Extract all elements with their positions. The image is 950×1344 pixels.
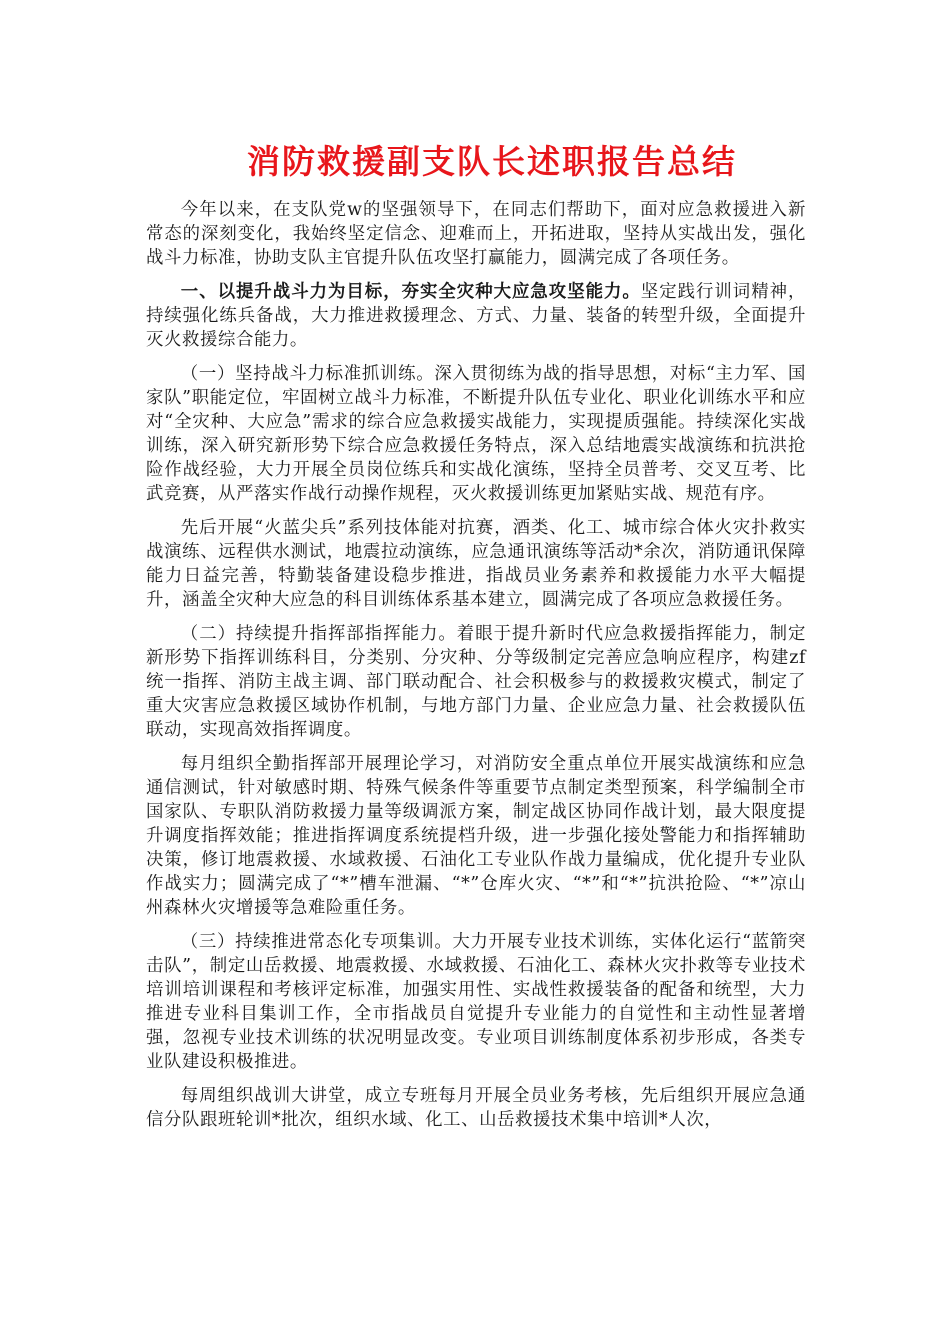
paragraph-7 — [146, 930, 806, 1074]
document-title: 消防救援副支队长述职报告总结 — [247, 142, 737, 181]
paragraph-1 — [146, 198, 806, 270]
paragraph-6 — [146, 752, 806, 920]
paragraph-text: 今年以来，在支队党w的坚强领导下，在同志们帮助下，面对应急救援进入新常态的深刻变化，我始终坚定信念、迎难而上，开拓进取，坚持从实战出发，强化战斗力标准，协助支队主官提升队伍攻坚打赢能力，圆满完成了各项任务。 — [146, 200, 806, 268]
paragraph-text: 先后开展“火蓝尖兵”系列技体能对抗赛，酒类、化工、城市综合体火灾扑救实战演练、远程供水测试，地震拉动演练，应急通讯演练等活动*余次，消防通讯保障能力日益完善，特勤装备建设稳步推进，指战员业务素养和救援能力水平大幅提升，涵盖全灾种大应急的科目训练体系基本建立，圆满完成了各项应急救援任务。 — [146, 518, 806, 610]
paragraph-text: （二）持续提升指挥部指挥能力。着眼于提升新时代应急救援指挥能力，制定新形势下指挥训练科目，分类别、分灾种、分等级制定完善应急响应程序，构建zf统一指挥、消防主战主调、部门联动配合、社会积极参与的救援救灾模式，制定了重大灾害应急救援区域协作机制，与地方部门力量、企业应急力量、社会救援队伍联动，实现高效指挥调度。 — [146, 624, 806, 740]
paragraph-2 — [146, 280, 806, 352]
paragraph-5 — [146, 622, 806, 742]
paragraph-lead: 一、以提升战斗力为目标，夯实全灾种大应急攻坚能力。 — [180, 282, 641, 302]
paragraph-text: （一）坚持战斗力标准抓训练。深入贯彻练为战的指导思想，对标“主力军、国家队”职能定位，牢固树立战斗力标准，不断提升队伍专业化、职业化训练水平和应对“全灾种、大应急”需求的综合应急救援实战能力，实现提质强能。持续深化实战训练，深入研究新形势下综合应急救援任务特点，深入总结地震实战演练和抗洪抢险作战经验，大力开展全员岗位练兵和实战化演练，坚持全员普考、交叉互考、比武竞赛，从严落实作战行动操作规程，灭火救援训练更加紧贴实战、规范有序。 — [146, 364, 806, 504]
paragraph-4 — [146, 516, 806, 612]
paragraph-8 — [146, 1084, 806, 1132]
paragraph-text: 坚定践行训词精神，持续强化练兵备战，大力推进救援理念、方式、力量、装备的转型升级，全面提升灭火救援综合能力。 — [146, 282, 806, 350]
document-page — [146, 130, 806, 1142]
paragraph-text: （三）持续推进常态化专项集训。大力开展专业技术训练，实体化运行“蓝箭突击队”，制定山岳救援、地震救援、水域救援、石油化工、森林火灾扑救等专业技术培训培训课程和考核评定标准，加强实用性、实战性救援装备的配备和统型，大力推进专业科目集训工作，全市指战员自觉提升专业能力的自觉性和主动性显著增强，忽视专业技术训练的状况明显改变。专业项目训练制度体系初步形成，各类专业队建设积极推进。 — [146, 932, 806, 1072]
paragraph-text: 每月组织全勤指挥部开展理论学习，对消防安全重点单位开展实战演练和应急通信测试，针对敏感时期、特殊气候条件等重要节点制定类型预案，科学编制全市国家队、专职队消防救援力量等级调派方案，制定战区协同作战计划，最大限度提升调度指挥效能；推进指挥调度系统提档升级，进一步强化接处警能力和指挥辅助决策，修订地震救援、水域救援、石油化工专业队作战力量编成，优化提升专业队作战实力；圆满完成了“*”槽车泄漏、“*”仓库火灾、“*”和“*”抗洪抢险、“*”凉山州森林火灾增援等急难险重任务。 — [146, 754, 806, 918]
paragraph-3 — [146, 362, 806, 506]
paragraph-text: 每周组织战训大讲堂，成立专班每月开展全员业务考核，先后组织开展应急通信分队跟班轮训*批次，组织水域、化工、山岳救援技术集中培训*人次， — [146, 1086, 806, 1130]
